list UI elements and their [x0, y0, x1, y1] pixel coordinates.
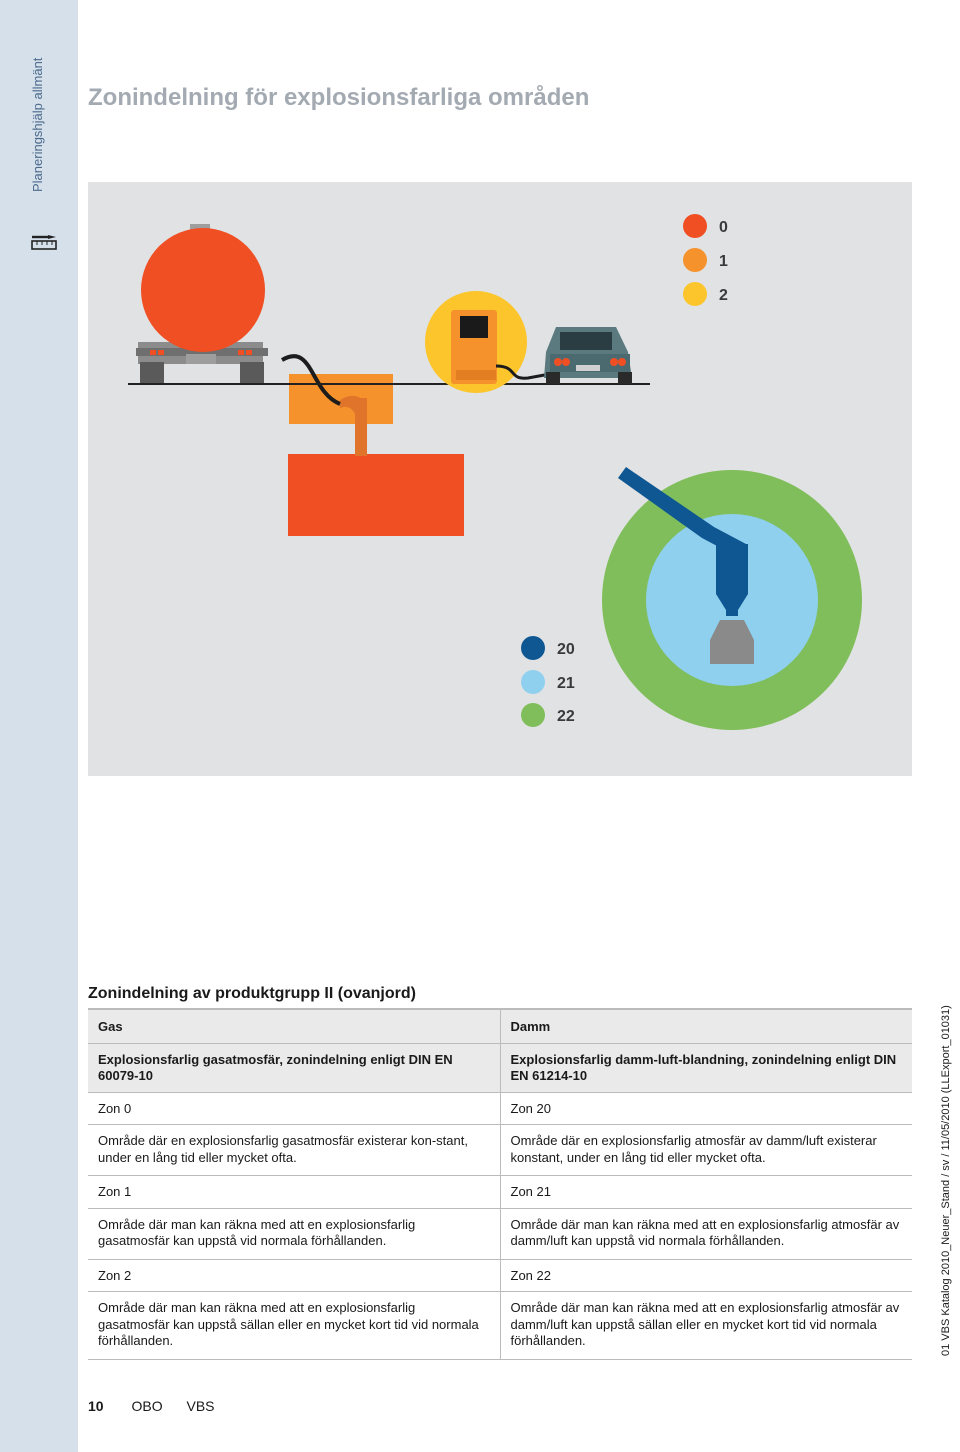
zone-label-dust: Zon 21	[500, 1176, 912, 1209]
truck-wheel	[240, 362, 264, 384]
legend-dot-zone1	[683, 248, 707, 272]
table-standard-row	[88, 1043, 912, 1092]
zone-description-dust: Område där en explosionsfarlig atmosfär av damm/luft existerar konstant, under en lång tid eller mycket ofta.	[500, 1125, 912, 1176]
table-row	[88, 1176, 912, 1209]
brand-name: OBO	[131, 1398, 163, 1414]
table-row	[88, 1208, 912, 1259]
zone-illustration	[88, 182, 912, 776]
legend-dot-zone20	[521, 636, 545, 660]
sidebar-section-label: Planeringshjälp allmänt	[30, 57, 45, 192]
zone-description-dust: Område där man kan räkna med att en explosionsfarlig atmosfär av damm/luft kan uppstå sällan eller en mycket kort tid vid normala förhållanden.	[500, 1292, 912, 1360]
car-wheel	[618, 372, 632, 384]
car-wheel	[546, 372, 560, 384]
zone-table	[88, 1008, 912, 1360]
standard-gas: Explosionsfarlig gasatmosfär, zonindelning enligt DIN EN 60079-10	[88, 1043, 500, 1092]
truck-wheel	[140, 362, 164, 384]
legend-label-zone2: 2	[719, 287, 728, 304]
page-title: Zonindelning för explosionsfarliga områden	[88, 84, 590, 111]
zone-label-dust: Zon 20	[500, 1092, 912, 1125]
zone-label-dust: Zon 22	[500, 1259, 912, 1292]
zone-description-dust: Område där man kan räkna med att en explosionsfarlig atmosfär av damm/luft kan uppstå vid normala förhållanden.	[500, 1208, 912, 1259]
legend-dot-zone0	[683, 214, 707, 238]
legend-label-zone20: 20	[557, 641, 575, 658]
header-dust: Damm	[500, 1009, 912, 1043]
catalog-reference: 01 VBS Katalog 2010_Neuer_Stand / sv / 11/05/2010 (LLExport_01031)	[940, 1005, 952, 1356]
zone0-underground-tank	[288, 454, 464, 536]
standard-dust: Explosionsfarlig damm-luft-blandning, zonindelning enligt DIN EN 61214-10	[500, 1043, 912, 1092]
zone-label-gas: Zon 1	[88, 1176, 500, 1209]
legend-label-zone0: 0	[719, 219, 728, 236]
table-row	[88, 1092, 912, 1125]
legend-label-zone1: 1	[719, 253, 728, 270]
sidebar	[0, 0, 78, 1452]
section-title: Zonindelning av produktgrupp II (ovanjord)	[88, 985, 416, 1002]
header-gas: Gas	[88, 1009, 500, 1043]
pump-display	[460, 316, 488, 338]
table-row	[88, 1292, 912, 1360]
product-name: VBS	[186, 1398, 215, 1414]
legend-dot-zone21	[521, 670, 545, 694]
table-row	[88, 1125, 912, 1176]
footer	[88, 1398, 215, 1414]
zone1-tank-area	[289, 374, 393, 424]
page-number: 10	[88, 1398, 104, 1414]
legend-dot-zone2	[683, 282, 707, 306]
table-row	[88, 1259, 912, 1292]
zone-description-gas: Område där en explosionsfarlig gasatmosfär existerar kon-stant, under en lång tid eller mycket ofta.	[88, 1125, 500, 1176]
pencil-ruler-icon	[30, 230, 58, 252]
zone-description-gas: Område där man kan räkna med att en explosionsfarlig gasatmosfär kan uppstå sällan eller en mycket kort tid vid normala förhållanden.	[88, 1292, 500, 1360]
zone-label-gas: Zon 0	[88, 1092, 500, 1125]
zone-description-gas: Område där man kan räkna med att en explosionsfarlig gasatmosfär kan uppstå vid normala förhållanden.	[88, 1208, 500, 1259]
zone-label-gas: Zon 2	[88, 1259, 500, 1292]
legend-label-zone21: 21	[557, 675, 575, 692]
zone20-dust-hopper	[716, 544, 748, 610]
zone0-tanker	[141, 228, 265, 352]
table-header-row	[88, 1009, 912, 1043]
legend-dot-zone22	[521, 703, 545, 727]
legend-label-zone22: 22	[557, 708, 575, 725]
